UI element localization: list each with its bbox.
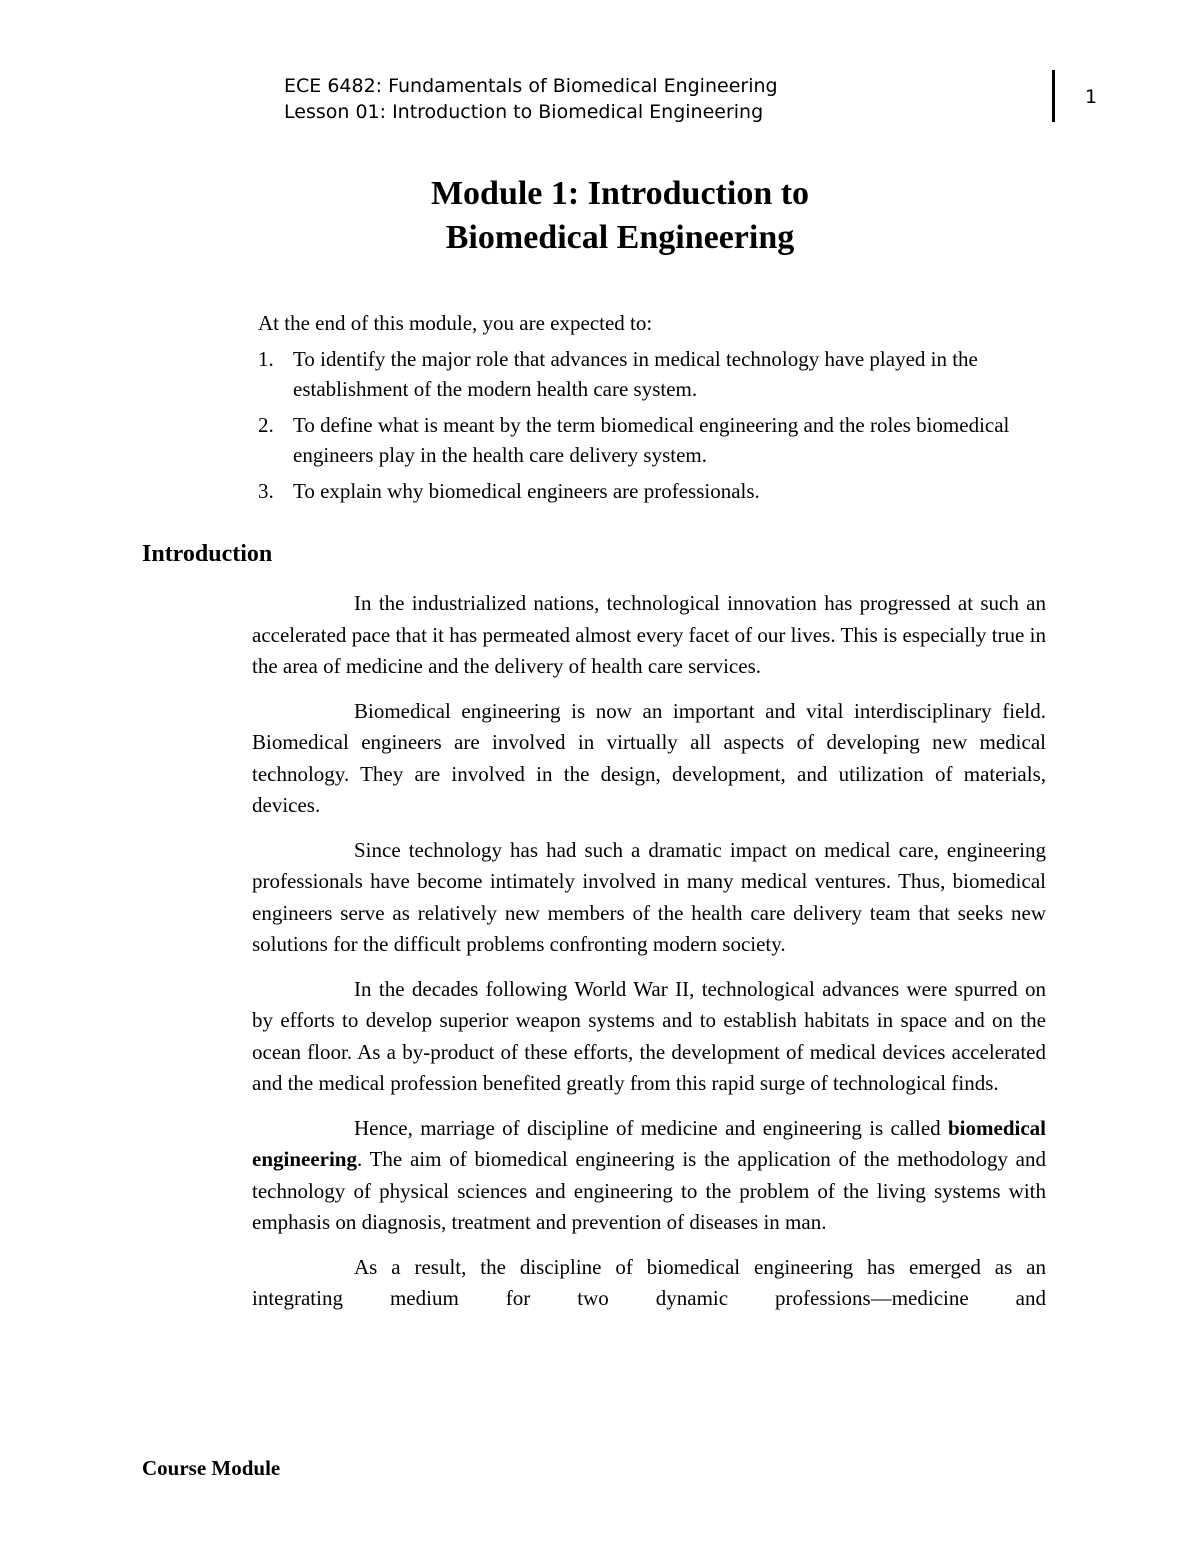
objective-item [258,476,1048,506]
running-header [284,73,1024,125]
objective-number: 1. [258,347,274,371]
bold-term: biomedical engineering [252,1115,1046,1171]
module-title [250,172,990,260]
objectives-list [258,344,1048,506]
header-divider [1052,70,1055,122]
module-title-line-1: Module 1: Introduction to [430,175,810,212]
introduction-heading: Introduction [142,541,273,567]
objective-item [258,344,1048,404]
course-title: ECE 6482: Fundamentals of Biomedical Engineering [284,75,778,97]
paragraph-text: Hence, marriage of discipline of medicine and engineering is called [354,1115,948,1140]
paragraph: In the decades following World War II, technological advances were spurred on by efforts to develop superior weapon systems and to establish habitats in space and on the ocean floor. As a by-product of these efforts, the development of medical devices accelerated and the medical profession benefited greatly from this rapid surge of technological finds. [252,976,1046,1095]
paragraph: In the industrialized nations, technological innovation has progressed at such an accelerated pace that it has permeated almost every facet of our lives. This is especially true in the area of medicine and the delivery of health care services. [252,591,1046,678]
objective-number: 2. [258,413,274,437]
objective-text: To identify the major role that advances in medical technology have played in the establishment of the modern health care system. [293,347,978,401]
objective-item [258,410,1048,470]
paragraph: Since technology has had such a dramatic impact on medical care, engineering professionals have become intimately involved in many medical ventures. Thus, biomedical engineers serve as relatively new members of the health care delivery team that seeks new solutions for the difficult problems confronting modern society. [252,837,1046,956]
page-number: 1 [1085,86,1098,108]
learning-objectives [258,308,1048,512]
paragraph: As a result, the discipline of biomedical engineering has emerged as an integrating medium for two dynamic professions—medicine and [252,1254,1046,1310]
paragraph-text: . The aim of biomedical engineering is the application of the methodology and technology of physical sciences and engineering to the problem of the living systems with emphasis on diagnosis, treatment and prevention of diseases in man. [252,1147,1046,1234]
objective-text: To define what is meant by the term biomedical engineering and the roles biomedical engineers play in the health care delivery system. [293,413,1010,467]
objective-text: To explain why biomedical engineers are professionals. [293,479,760,503]
objectives-intro: At the end of this module, you are expected to: [258,311,653,335]
footer-label: Course Module [142,1456,281,1480]
module-title-line-2: Biomedical Engineering [445,219,795,256]
paragraph: Biomedical engineering is now an important and vital interdisciplinary field. Biomedical engineers are involved in virtually all aspects of developing new medical technology. They are involved in the design, development, and utilization of materials, devices. [252,698,1046,817]
introduction-body [252,588,1046,1328]
objective-number: 3. [258,479,274,503]
paragraph [252,1113,1046,1239]
lesson-title: Lesson 01: Introduction to Biomedical Engineering [284,101,764,123]
